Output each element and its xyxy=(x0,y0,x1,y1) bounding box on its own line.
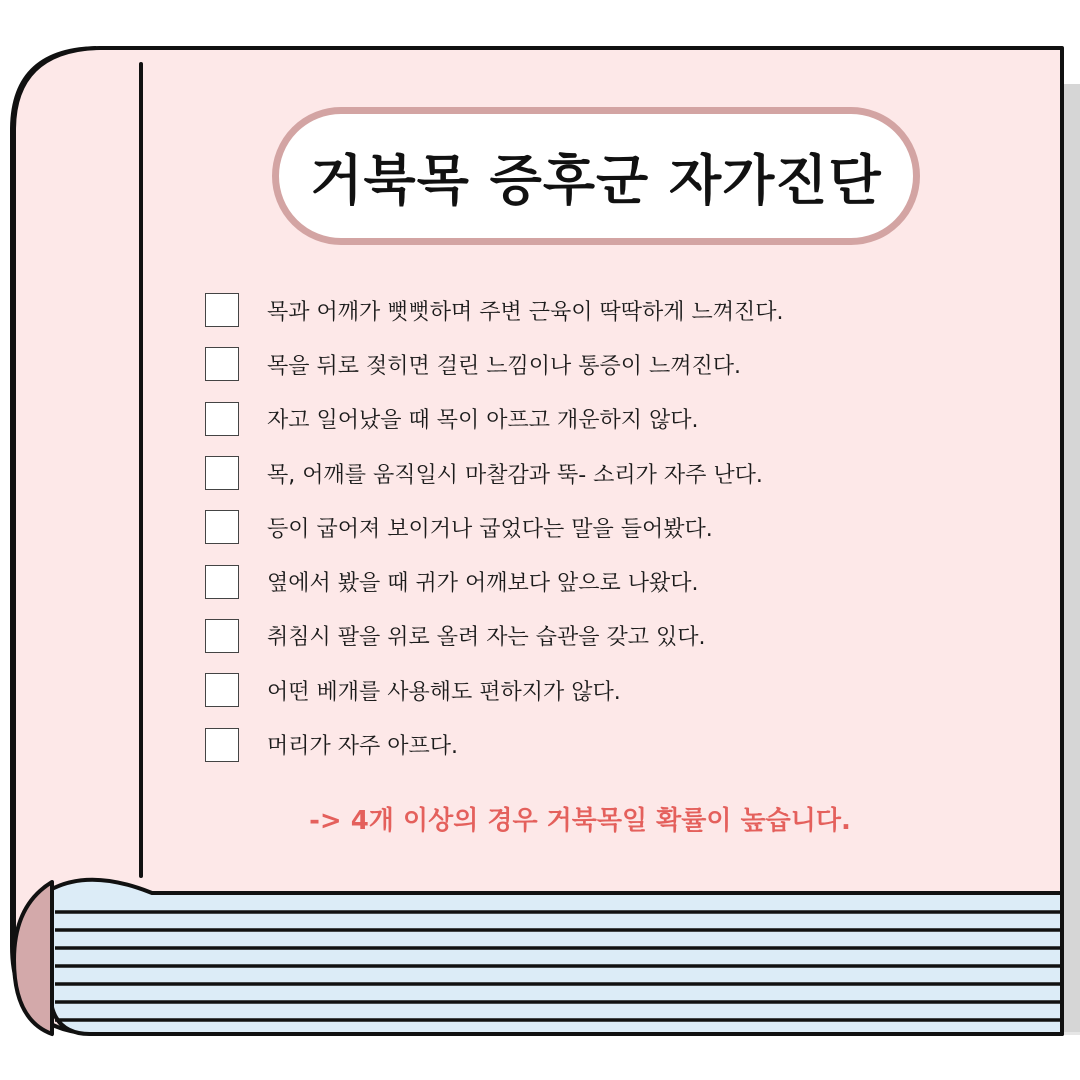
check-item-label: 옆에서 봤을 때 귀가 어깨보다 앞으로 나왔다. xyxy=(267,571,699,597)
check-item-label: 목과 어깨가 뻣뻣하며 주변 근육이 딱딱하게 느껴진다. xyxy=(267,299,784,325)
check-item xyxy=(205,337,1005,391)
check-item xyxy=(205,717,1005,771)
check-item-label: 머리가 자주 아프다. xyxy=(267,734,458,760)
check-item xyxy=(205,283,1005,337)
page-title: 거북목 증후군 자가진단 xyxy=(310,148,882,212)
check-item-label: 취침시 팔을 위로 올려 자는 습관을 갖고 있다. xyxy=(267,625,706,651)
checkbox[interactable] xyxy=(205,728,239,762)
checkbox[interactable] xyxy=(205,619,239,653)
check-item-label: 목을 뒤로 젖히면 걸린 느낌이나 통증이 느껴진다. xyxy=(267,353,741,379)
conclusion-text: -> 4개 이상의 경우 거북목일 확률이 높습니다. xyxy=(309,806,851,836)
check-item xyxy=(205,446,1005,500)
check-item-label: 어떤 베개를 사용해도 편하지가 않다. xyxy=(267,679,621,705)
checkbox[interactable] xyxy=(205,402,239,436)
title-banner xyxy=(272,107,920,245)
self-check-list xyxy=(205,283,1005,772)
page-lines xyxy=(55,912,1062,1020)
check-item-label: 등이 굽어져 보이거나 굽었다는 말을 들어봤다. xyxy=(267,516,713,542)
check-item xyxy=(205,609,1005,663)
book-pages xyxy=(50,880,1062,1034)
checkbox[interactable] xyxy=(205,565,239,599)
check-item xyxy=(205,392,1005,446)
checkbox[interactable] xyxy=(205,510,239,544)
check-item-label: 자고 일어났을 때 목이 아프고 개운하지 않다. xyxy=(267,408,699,434)
book-shadow xyxy=(1063,84,1080,1032)
check-item xyxy=(205,554,1005,608)
checkbox[interactable] xyxy=(205,293,239,327)
checkbox[interactable] xyxy=(205,347,239,381)
check-item xyxy=(205,500,1005,554)
check-item xyxy=(205,663,1005,717)
checkbox[interactable] xyxy=(205,673,239,707)
check-item-label: 목, 어깨를 움직일시 마찰감과 뚝- 소리가 자주 난다. xyxy=(267,462,763,488)
checkbox[interactable] xyxy=(205,456,239,490)
